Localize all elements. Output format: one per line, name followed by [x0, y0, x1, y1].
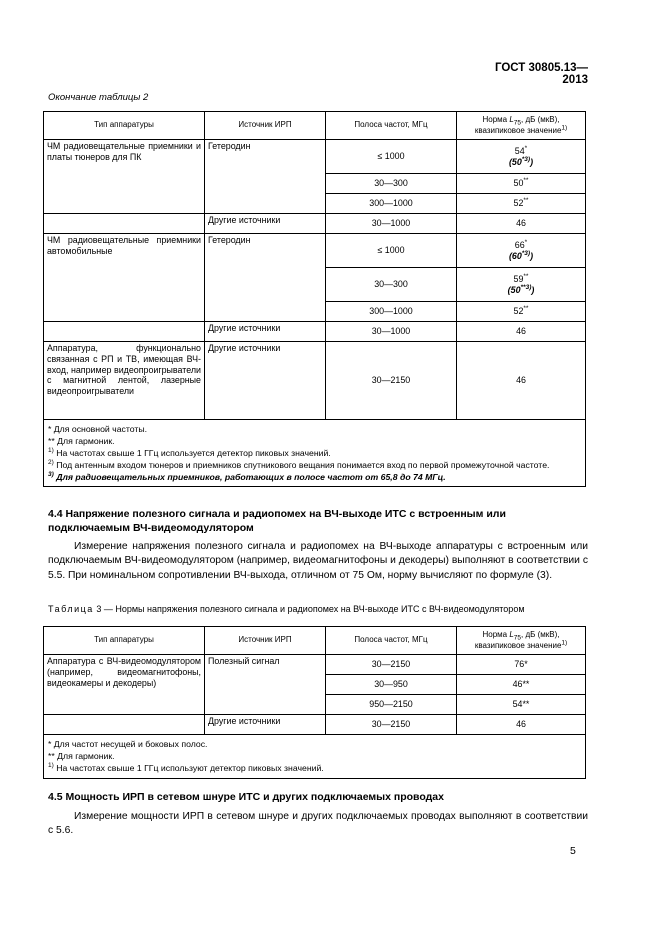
section-4-4-paragraph: Измерение напряжения полезного сигнала и радиопомех на ВЧ-выходе аппаратуры с встроенным или подключаемым ВЧ-видеомодулятором (например, видеомагнитофоны и декодеры) выполняют в соответствии с 5.5. При номинальном сопротивлении ВЧ-выхода, отличном от 75 Ом, норму вычисляют по формуле (3).: [48, 541, 588, 581]
norm-cell: 46: [457, 715, 586, 735]
table3-notes-row: [44, 735, 586, 779]
norm-cell: 66* (60$^{*3)}$): [457, 234, 586, 268]
standard-number: ГОСТ 30805.13—2013: [494, 62, 588, 86]
col-source-header: Источник ИРП: [205, 112, 326, 140]
col-norm-header: Норма $L_{75}$, дБ (мкВ), квазипиковое значение$^{1)}$: [457, 112, 586, 140]
equipment-cell: Аппаратура с ВЧ-видеомодулятором (например, видеомагнитофоны, видеокамеры и декодеры): [44, 655, 205, 715]
source-cell: Гетеродин: [205, 234, 326, 322]
page-number: 5: [570, 845, 576, 857]
table2-notes-row: [44, 420, 586, 487]
equipment-cell: [44, 214, 205, 234]
band-cell: 300—1000: [326, 302, 457, 322]
band-cell: 30—300: [326, 268, 457, 302]
band-cell: 30—2150: [326, 342, 457, 420]
band-cell: ≤ 1000: [326, 140, 457, 174]
norm-cell: 59** (50$^{**3)}$): [457, 268, 586, 302]
section-4-5-heading: 4.5 Мощность ИРП в сетевом шнуре ИТС и других подключаемых проводах: [48, 791, 444, 803]
section-4-4-heading: 4.4 Напряжение полезного сигнала и радиопомех на ВЧ-выходе ИТС с встроенным или подключаемым ВЧ-видеомодулятором: [48, 508, 506, 534]
col-equipment-header: Тип аппаратуры: [44, 112, 205, 140]
band-cell: 30—950: [326, 675, 457, 695]
equipment-cell: [44, 715, 205, 735]
table2-header-row: [44, 112, 586, 140]
source-cell: Другие источники: [205, 214, 326, 234]
norm-cell: 52**: [457, 302, 586, 322]
equipment-cell: ЧМ радиовещательные приемники автомобильные: [44, 234, 205, 322]
norm-cell: 46**: [457, 675, 586, 695]
col-band-header: Полоса частот, МГц: [326, 627, 457, 655]
band-cell: 30—2150: [326, 715, 457, 735]
band-cell: 950—2150: [326, 695, 457, 715]
norm-cell: 52**: [457, 194, 586, 214]
note: ** Для гармоник.: [48, 751, 115, 762]
table-row: [44, 715, 586, 735]
norm-cell: 76*: [457, 655, 586, 675]
source-cell: Гетеродин: [205, 140, 326, 214]
note: $^{2)}$ Под антенным входом тюнеров и приемников спутникового вещания понимается вход по первой промежуточной частоте.: [48, 458, 550, 470]
note: $^{1)}$ На частотах свыше 1 ГГц используют детектор пиковых значений.: [48, 762, 324, 774]
source-cell: Полезный сигнал: [205, 655, 326, 715]
band-cell: 30—1000: [326, 322, 457, 342]
col-norm-header: Норма $L_{75}$, дБ (мкВ), квазипиковое значение$^{1)}$: [457, 627, 586, 655]
note: $^{3)}$ Для радиовещательных приемников, работающих в полосе частот от 65,8 до 74 МГц.: [48, 470, 446, 482]
source-cell: Другие источники: [205, 322, 326, 342]
note: $^{1)}$ На частотах свыше 1 ГГц используется детектор пиковых значений.: [48, 447, 331, 459]
band-cell: 30—300: [326, 174, 457, 194]
table-row: [44, 140, 586, 174]
table-row: [44, 342, 586, 420]
norm-cell: 54* (50$^{*3)}$): [457, 140, 586, 174]
source-cell: Другие источники: [205, 342, 326, 420]
table2-caption: Окончание таблицы 2: [48, 92, 149, 103]
col-band-header: Полоса частот, МГц: [326, 112, 457, 140]
table-row: [44, 655, 586, 675]
table2-notes: [44, 420, 586, 487]
band-cell: 30—2150: [326, 655, 457, 675]
table3: [43, 626, 586, 779]
table2: [43, 111, 586, 487]
section-4-5-paragraph: Измерение мощности ИРП в сетевом шнуре и других подключаемых проводах выполняют в соответствии с 5.6.: [48, 811, 588, 837]
norm-cell: 46: [457, 214, 586, 234]
table3-notes: [44, 735, 586, 779]
norm-cell: 54**: [457, 695, 586, 715]
table-row: [44, 214, 586, 234]
norm-cell: 50**: [457, 174, 586, 194]
band-cell: 300—1000: [326, 194, 457, 214]
note: * Для частот несущей и боковых полос.: [48, 739, 208, 749]
equipment-cell: ЧМ радиовещательные приемники и платы тюнеров для ПК: [44, 140, 205, 214]
note: * Для основной частоты.: [48, 424, 148, 434]
equipment-cell: [44, 322, 205, 342]
note: ** Для гармоник.: [48, 436, 115, 447]
col-source-header: Источник ИРП: [205, 627, 326, 655]
table-row: [44, 322, 586, 342]
source-cell: Другие источники: [205, 715, 326, 735]
table3-caption: Таблица 3 — Нормы напряжения полезного сигнала и радиопомех на ВЧ-выходе ИТС с ВЧ-видеомодулятором: [48, 604, 525, 614]
table3-header-row: [44, 627, 586, 655]
equipment-cell: Аппаратура, функционально связанная с РП и ТВ, имеющая ВЧ-вход, например видеопроигрыватели с магнитной лентой, лазерные видеопроигрыватели: [44, 342, 205, 420]
norm-cell: 46: [457, 342, 586, 420]
norm-cell: 46: [457, 322, 586, 342]
band-cell: ≤ 1000: [326, 234, 457, 268]
col-equipment-header: Тип аппаратуры: [44, 627, 205, 655]
band-cell: 30—1000: [326, 214, 457, 234]
table-row: [44, 234, 586, 268]
